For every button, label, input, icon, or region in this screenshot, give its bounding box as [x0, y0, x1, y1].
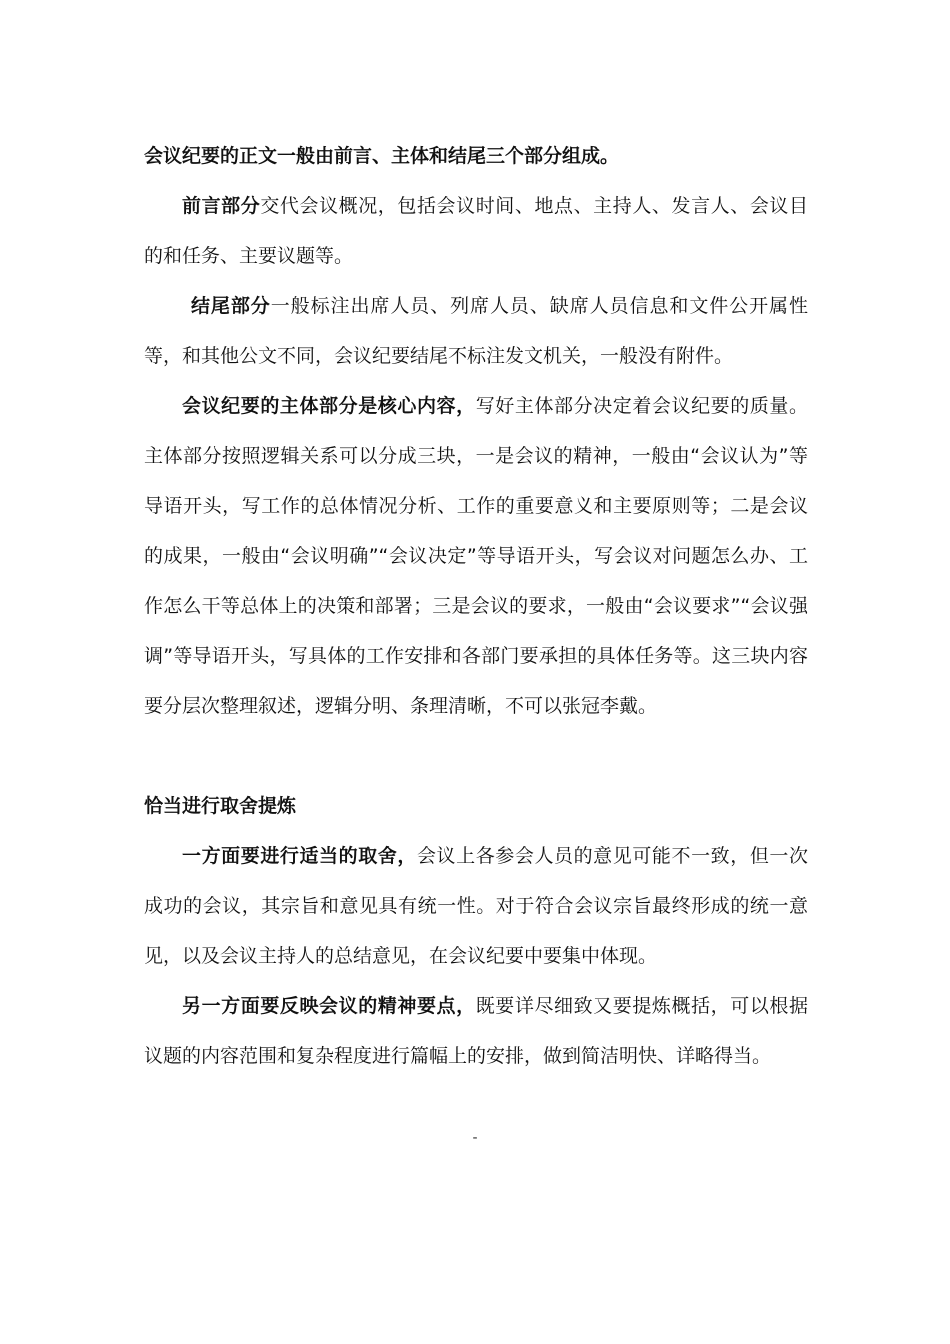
intro-heading: 会议纪要的正文一般由前言、主体和结尾三个部分组成。	[144, 145, 620, 167]
essence-label: 另一方面要反映会议的精神要点，	[182, 995, 476, 1017]
body-paragraph	[144, 381, 808, 731]
ending-label: 结尾部分	[191, 295, 271, 317]
preface-text: 交代会议概况，包括会议时间、地点、主持人、发言人、会议目的和任务、主要议题等。	[144, 195, 808, 267]
choice-text: 会议上各参会人员的意见可能不一致，但一次成功的会议，其宗旨和意见具有统一性。对于符合会议宗旨最终形成的统一意见，以及会议主持人的总结意见，在会议纪要中要集中体现。	[144, 845, 808, 967]
choice-label: 一方面要进行适当的取舍，	[182, 845, 417, 867]
ending-paragraph	[144, 281, 808, 381]
essence-text: 既要详尽细致又要提炼概括，可以根据议题的内容范围和复杂程度进行篇幅上的安排，做到简洁明快、详略得当。	[144, 995, 808, 1067]
essence-paragraph	[144, 981, 808, 1081]
page-number-mark: -	[472, 1130, 478, 1146]
preface-paragraph	[144, 181, 808, 281]
choice-paragraph	[144, 831, 808, 981]
section-title: 恰当进行取舍提炼	[144, 795, 297, 817]
document-body	[144, 131, 808, 1081]
body-label: 会议纪要的主体部分是核心内容，	[182, 395, 476, 417]
ending-text: 一般标注出席人员、列席人员、缺席人员信息和文件公开属性等，和其他公文不同，会议纪要结尾不标注发文机关，一般没有附件。	[144, 295, 808, 367]
preface-label: 前言部分	[182, 195, 261, 217]
section-spacer	[144, 731, 808, 781]
body-text: 写好主体部分决定着会议纪要的质量。主体部分按照逻辑关系可以分成三块，一是会议的精神，一般由“会议认为”等导语开头，写工作的总体情况分析、工作的重要意义和主要原则等；二是会议的成果，一般由“会议明确”“会议决定”等导语开头，写会议对问题怎么办、工作怎么干等总体上的决策和部署；三是会议的要求，一般由“会议要求”“会议强调”等导语开头，写具体的工作安排和各部门要承担的具体任务等。这三块内容要分层次整理叙述，逻辑分明、条理清晰，不可以张冠李戴。	[144, 395, 808, 717]
